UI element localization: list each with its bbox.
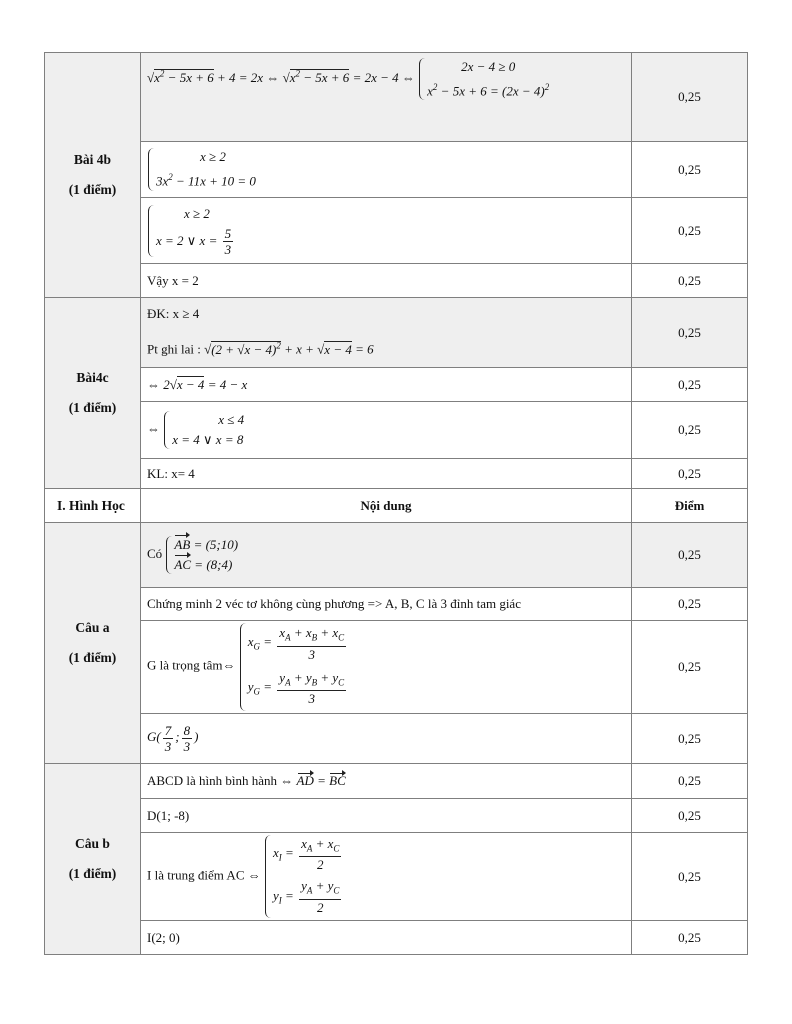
table-row: [45, 459, 748, 489]
section-title: Bài 4b: [73, 152, 112, 167]
header-section: I. Hình Học: [45, 489, 141, 523]
score: 0,25: [632, 714, 748, 764]
conclusion-text: KL: x= 4: [141, 459, 632, 489]
table-row: [45, 714, 748, 764]
co-text: Có: [147, 545, 163, 561]
prove-text: Chứng minh 2 véc tơ không cùng phương => A, B, C là 3 đỉnh tam giác: [141, 588, 632, 621]
table-header-row: [45, 489, 748, 523]
section-label-cau-b: [45, 764, 141, 955]
equation-cell: G là trọng tâm⇔ $x_G$ = $\frac{x_A + x_B + x_C}{3}$ $y_G$ = $\frac{y_A + y_B + y_C}{3}$: [141, 621, 632, 714]
section-title: Câu a: [75, 620, 110, 635]
score: 0,25: [632, 621, 748, 714]
equation-cell: ABCD là hình bình hành ⇔ AD = BC: [141, 764, 632, 799]
table-row: [45, 833, 748, 921]
table-row: [45, 53, 748, 142]
equation-cell: ⇔ 2√x − 4 = 4 − x: [141, 368, 632, 402]
table-row: [45, 264, 748, 298]
table-row: [45, 523, 748, 588]
condition-text: ĐK: x ≥ 4: [147, 306, 200, 322]
equation-cell: ĐK: x ≥ 4 Pt ghi lai : $√(2 + √x - 4)^2 + x + √x - 4 = 6$: [141, 298, 632, 368]
parallelogram-text: ABCD là hình bình hành: [147, 773, 277, 788]
table-row: [45, 142, 748, 198]
header-content: Nội dung: [141, 489, 632, 523]
score: 0,25: [632, 523, 748, 588]
score: 0,25: [632, 298, 748, 368]
d-point-text: D(1; -8): [141, 799, 632, 833]
score: 0,25: [632, 921, 748, 955]
equation-cell: G( $\frac{7}{3}$ ; $\frac{8}{3}$ ): [141, 714, 632, 764]
score: 0,25: [632, 142, 748, 198]
section-points: (1 điểm): [68, 650, 117, 665]
section-label-4b: [45, 53, 141, 298]
score: 0,25: [632, 799, 748, 833]
score: 0,25: [632, 764, 748, 799]
section-label-4c: [45, 298, 141, 489]
equation-cell: I là trung điểm AC ⇔ $x_I$ = $\frac{x_A + x_C}{2}$ $y_I$ = $\frac{y_A + y_C}{2}$: [141, 833, 632, 921]
table-row: [45, 764, 748, 799]
equation-cell: Có AB = (5;10) AC = (8;4): [141, 523, 632, 588]
score: 0,25: [632, 53, 748, 142]
pt-prefix: Pt ghi lai :: [147, 341, 201, 357]
score: 0,25: [632, 368, 748, 402]
midpoint-text: I là trung điểm AC: [147, 867, 245, 883]
score: 0,25: [632, 459, 748, 489]
table-row: [45, 921, 748, 955]
header-points: Điểm: [632, 489, 748, 523]
table-row: [45, 588, 748, 621]
centroid-text: G là trọng tâm: [147, 657, 223, 673]
score: 0,25: [632, 588, 748, 621]
table-row: [45, 799, 748, 833]
section-title: Bài4c: [76, 370, 109, 385]
section-points: (1 điểm): [68, 182, 117, 197]
score: 0,25: [632, 402, 748, 459]
table-row: [45, 402, 748, 459]
grading-table: [44, 52, 748, 955]
conclusion-text: Vậy x = 2: [141, 264, 632, 298]
equation-cell: x ≥ 2 x = 2 ∨ x = $\frac{5}{3}$: [141, 198, 632, 264]
table-row: [45, 298, 748, 368]
section-points: (1 điểm): [68, 866, 117, 881]
table-row: [45, 198, 748, 264]
score: 0,25: [632, 198, 748, 264]
equation-cell: ⇔ x ≤ 4 x = 4 ∨ x = 8: [141, 402, 632, 459]
table-row: [45, 368, 748, 402]
i-point-text: I(2; 0): [141, 921, 632, 955]
section-title: Câu b: [75, 836, 110, 851]
section-points: (1 điểm): [68, 400, 117, 415]
equation-cell: $√x^2 - 5x + 6 + 4 = 2x$ ⇔ $√x^2 - 5x + 6 = 2x - 4$ ⇔ 2x − 4 ≥ 0 $x^2 - 5x + 6 = (2x - 4)^2$: [141, 53, 632, 142]
table-row: [45, 621, 748, 714]
score: 0,25: [632, 264, 748, 298]
equation-cell: x ≥ 2 $3x^2 - 11x + 10 = 0$: [141, 142, 632, 198]
score: 0,25: [632, 833, 748, 921]
section-label-cau-a: [45, 523, 141, 764]
